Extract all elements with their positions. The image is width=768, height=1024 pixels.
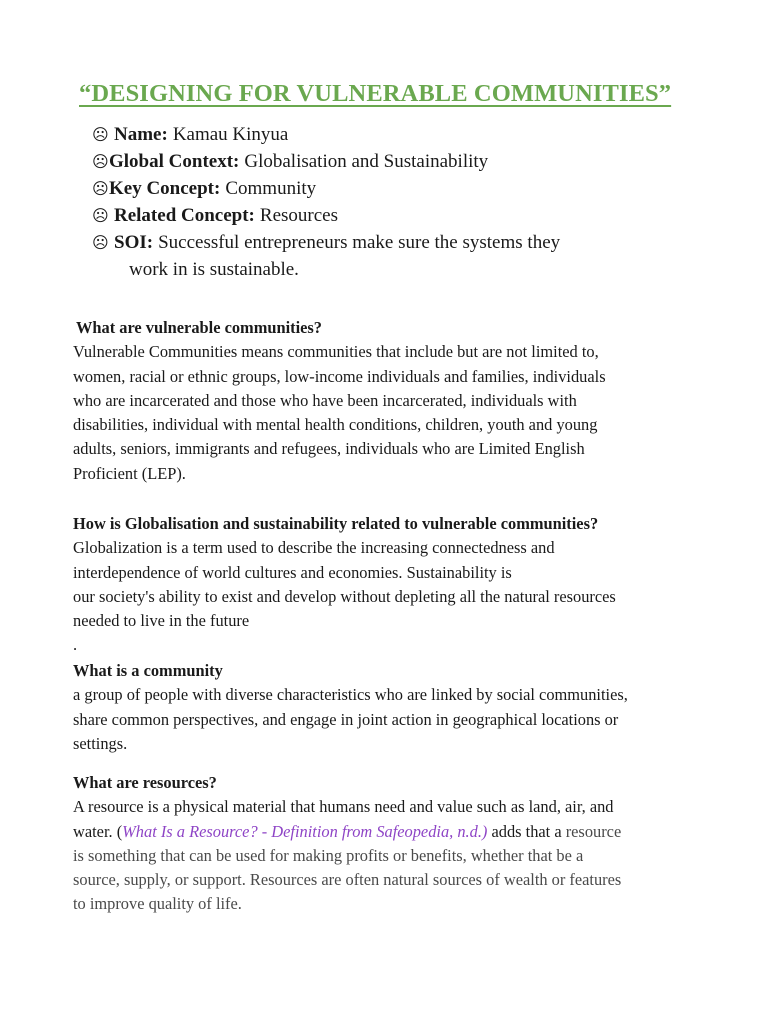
frown-icon: ☹ [92,233,109,252]
paragraph-line: adults, seniors, immigrants and refugees, individuals who are Limited English [73,439,585,459]
meta-label: SOI: [114,232,154,253]
frown-icon: ☹ [92,152,109,171]
section-resources [73,771,713,917]
paragraph-line: Vulnerable Communities means communities that include but are not limited to, [73,342,599,362]
paragraph-text-grey: resource [565,821,622,841]
meta-value: Successful entrepreneurs make sure the systems they [158,232,561,253]
meta-item-soi [92,229,692,256]
paragraph-line: our society's ability to exist and develop without depleting all the natural resources [73,586,616,606]
paragraph-line: A resource is a physical material that humans need and value such as land, air, and [73,797,614,817]
frown-icon: ☹ [92,125,109,144]
meta-label: Global Context: [109,151,240,172]
paragraph-line: a group of people with diverse characteristics who are linked by social communities, [73,685,628,705]
meta-soi-continuation: work in is sustainable. [129,259,299,280]
frown-icon: ☹ [92,206,109,225]
paragraph-text: water. ( [73,821,123,841]
meta-value: Community [225,178,317,199]
metadata-list [92,121,692,283]
paragraph-line: who are incarcerated and those who have been incarcerated, individuals with [73,390,577,410]
meta-item-global-context [92,148,692,175]
paragraph-line: share common perspectives, and engage in joint action in geographical locations or [73,709,619,729]
meta-item-name [92,121,692,148]
meta-label: Related Concept: [114,205,255,226]
frown-icon: ☹ [92,179,109,198]
section-vulnerable-communities [73,316,713,486]
meta-item-related-concept [92,202,692,229]
meta-label: Name: [114,124,168,145]
section-heading: What are resources? [73,773,217,792]
meta-value: Kamau Kinyua [172,124,289,145]
meta-label: Key Concept: [109,178,221,199]
paragraph-line: Proficient (LEP). [73,463,186,483]
paragraph-line-grey: to improve quality of life. [73,894,242,914]
paragraph-line-grey: is something that can be used for making profits or benefits, whether that be a [73,845,584,865]
paragraph-line: settings. [73,733,128,753]
paragraph-line-with-citation [73,820,713,844]
paragraph-line: interdependence of world cultures and economies. Sustainability is [73,562,512,582]
paragraph-text: adds that a [487,821,566,841]
section-community [73,659,713,756]
meta-item-key-concept [92,175,692,202]
paragraph-line: disabilities, individual with mental health conditions, children, youth and young [73,415,598,435]
meta-value: Resources [259,205,338,226]
section-heading: What are vulnerable communities? [76,318,322,337]
section-heading: How is Globalisation and sustainability related to vulnerable communities? [73,514,599,533]
paragraph-line: Globalization is a term used to describe the increasing connectedness and [73,538,555,558]
page-title: “DESIGNING FOR VULNERABLE COMMUNITIES” [79,80,672,107]
citation-link[interactable]: What Is a Resource? - Definition from Safeopedia, n.d.) [122,821,488,841]
paragraph-line: . [73,635,78,655]
paragraph-line-grey: source, supply, or support. Resources are often natural sources of wealth or features [73,870,622,890]
paragraph-line: women, racial or ethnic groups, low-income individuals and families, individuals [73,366,606,386]
section-heading: What is a community [73,661,223,680]
section-globalisation-sustainability [73,512,713,658]
paragraph-line: needed to live in the future [73,611,250,631]
meta-value: Globalisation and Sustainability [244,151,489,172]
